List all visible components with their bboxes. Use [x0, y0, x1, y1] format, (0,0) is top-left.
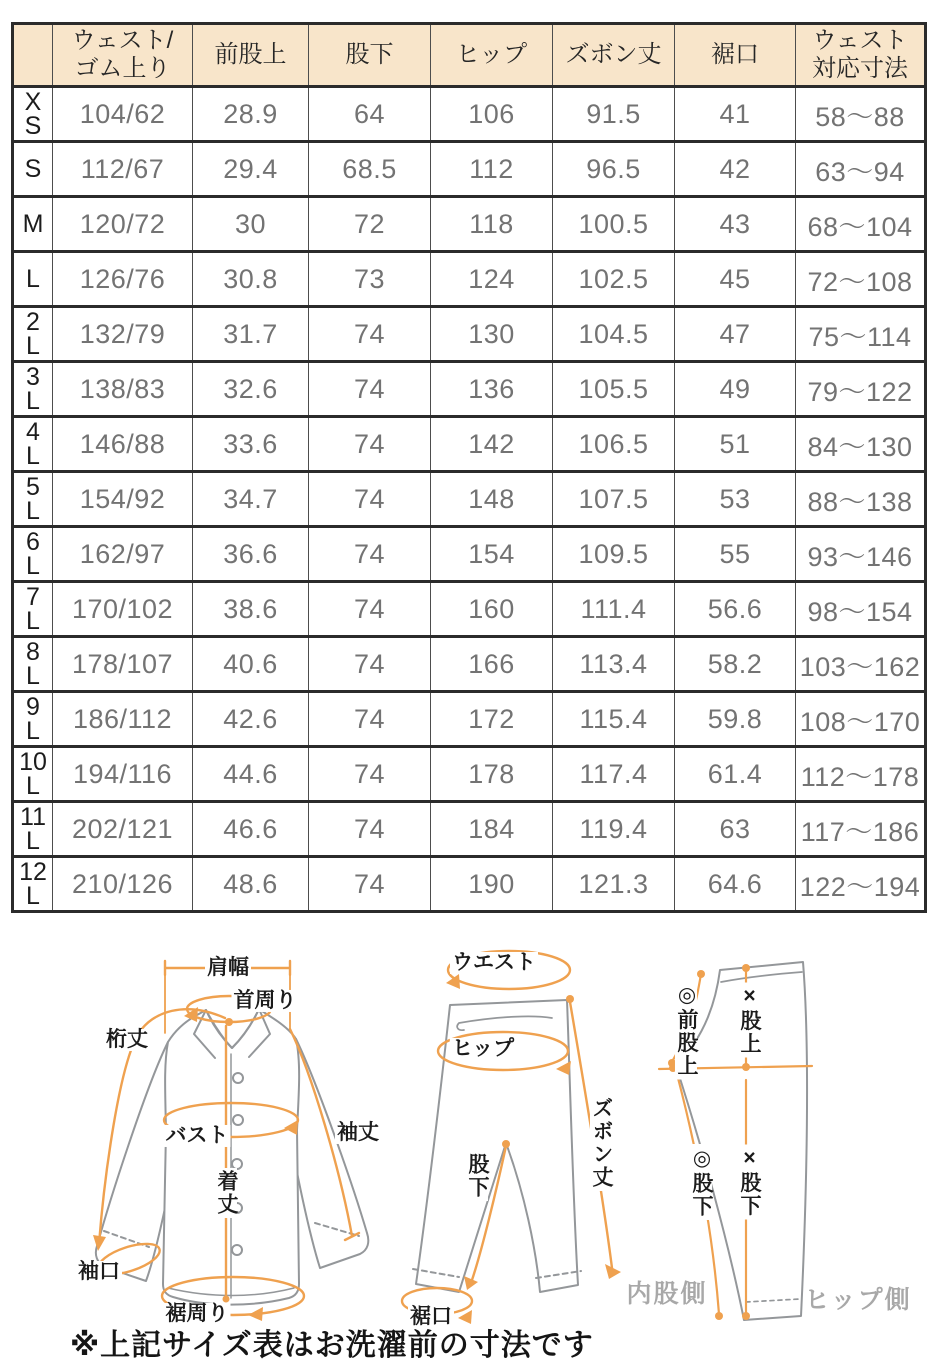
table-row — [13, 802, 926, 857]
measurement-value: 74 — [309, 362, 431, 417]
label-body-length: 着丈 — [215, 1170, 239, 1216]
column-header: ウェスト/ ゴム上り — [53, 24, 193, 87]
size-label: M — [13, 197, 53, 252]
table-row — [13, 747, 926, 802]
measurement-value: 63〜94 — [796, 142, 926, 197]
label-sleeve-length: 袖丈 — [337, 1120, 379, 1144]
measurement-value: 154/92 — [53, 472, 193, 527]
measurement-value: 190 — [431, 857, 553, 912]
label-yuki: 桁丈 — [106, 1027, 148, 1051]
table-row — [13, 307, 926, 362]
measurement-value: 51 — [675, 417, 796, 472]
measurement-value: 47 — [675, 307, 796, 362]
measurement-value: 55 — [675, 527, 796, 582]
measurement-value: 112 — [431, 142, 553, 197]
measurement-value: 43 — [675, 197, 796, 252]
table-row — [13, 692, 926, 747]
label-bust: バスト — [165, 1123, 229, 1147]
label-shoulder-width: 肩幅 — [207, 955, 249, 979]
measurement-value: 33.6 — [193, 417, 309, 472]
measurement-value: 41 — [675, 87, 796, 142]
measurement-value: 126/76 — [53, 252, 193, 307]
measurement-value: 30 — [193, 197, 309, 252]
measurement-value: 59.8 — [675, 692, 796, 747]
table-row — [13, 142, 926, 197]
label-pants-length: ズボン丈 — [590, 1097, 614, 1189]
size-label: 12 L — [13, 857, 53, 912]
measurement-value: 75〜114 — [796, 307, 926, 362]
measurement-value: 102.5 — [553, 252, 675, 307]
measurement-value: 142 — [431, 417, 553, 472]
measurement-value: 112/67 — [53, 142, 193, 197]
table-row — [13, 582, 926, 637]
size-label: 8 L — [13, 637, 53, 692]
table-row — [13, 197, 926, 252]
column-header — [13, 24, 53, 87]
measurement-value: 42.6 — [193, 692, 309, 747]
measurement-value: 74 — [309, 417, 431, 472]
table-row — [13, 857, 926, 912]
measurement-value: 72〜108 — [796, 252, 926, 307]
measurement-value: 103〜162 — [796, 637, 926, 692]
measurement-value: 73 — [309, 252, 431, 307]
measurement-value: 93〜146 — [796, 527, 926, 582]
table-header-row — [13, 24, 926, 87]
measurement-value: 48.6 — [193, 857, 309, 912]
measurement-value: 136 — [431, 362, 553, 417]
measurement-value: 130 — [431, 307, 553, 362]
garment-diagram-art — [0, 930, 940, 1360]
measurement-value: 124 — [431, 252, 553, 307]
measurement-value: 100.5 — [553, 197, 675, 252]
measurement-value: 34.7 — [193, 472, 309, 527]
measurement-value: 112〜178 — [796, 747, 926, 802]
measurement-value: 72 — [309, 197, 431, 252]
measurement-value: 160 — [431, 582, 553, 637]
measurement-value: 58.2 — [675, 637, 796, 692]
measurement-value: 120/72 — [53, 197, 193, 252]
measurement-value: 111.4 — [553, 582, 675, 637]
measurement-value: 64.6 — [675, 857, 796, 912]
measurement-value: 184 — [431, 802, 553, 857]
measurement-value: 45 — [675, 252, 796, 307]
measurement-value: 44.6 — [193, 747, 309, 802]
measurement-value: 96.5 — [553, 142, 675, 197]
label-cuff: 袖口 — [78, 1259, 120, 1283]
measurement-value: 31.7 — [193, 307, 309, 362]
column-header: ヒップ — [431, 24, 553, 87]
measurement-value: 117〜186 — [796, 802, 926, 857]
measurement-value: 28.9 — [193, 87, 309, 142]
table-row — [13, 472, 926, 527]
measurement-value: 166 — [431, 637, 553, 692]
label-rise: ×股上 — [738, 984, 762, 1056]
label-hem-around: 裾周り — [165, 1301, 229, 1325]
table-row — [13, 417, 926, 472]
measurement-value: 194/116 — [53, 747, 193, 802]
measurement-value: 74 — [309, 857, 431, 912]
label-front-rise: ◎前股上 — [675, 982, 699, 1078]
measurement-value: 108〜170 — [796, 692, 926, 747]
measurement-value: 40.6 — [193, 637, 309, 692]
column-header: 裾口 — [675, 24, 796, 87]
label-hem-opening: 裾口 — [410, 1304, 452, 1328]
measurement-value: 117.4 — [553, 747, 675, 802]
label-inseam: 股下 — [466, 1153, 490, 1199]
table-row — [13, 252, 926, 307]
measurement-value: 122〜194 — [796, 857, 926, 912]
measurement-value: 53 — [675, 472, 796, 527]
measurement-value: 74 — [309, 692, 431, 747]
column-header: 股下 — [309, 24, 431, 87]
size-table — [11, 22, 927, 913]
measurement-value: 118 — [431, 197, 553, 252]
measurement-value: 88〜138 — [796, 472, 926, 527]
size-label: L — [13, 252, 53, 307]
table-row — [13, 87, 926, 142]
measurement-value: 32.6 — [193, 362, 309, 417]
measurement-value: 38.6 — [193, 582, 309, 637]
measurement-value: 104/62 — [53, 87, 193, 142]
size-label: 5 L — [13, 472, 53, 527]
measurement-value: 84〜130 — [796, 417, 926, 472]
measurement-value: 172 — [431, 692, 553, 747]
measurement-value: 29.4 — [193, 142, 309, 197]
measurement-value: 74 — [309, 307, 431, 362]
measurement-value: 138/83 — [53, 362, 193, 417]
measurement-value: 91.5 — [553, 87, 675, 142]
measurement-value: 63 — [675, 802, 796, 857]
measurement-value: 104.5 — [553, 307, 675, 362]
pajama-shirt-drawing — [96, 1009, 368, 1305]
label-waist: ウエスト — [452, 950, 536, 974]
measurement-value: 186/112 — [53, 692, 193, 747]
measurement-value: 30.8 — [193, 252, 309, 307]
measurement-value: 36.6 — [193, 527, 309, 582]
measurement-value: 68.5 — [309, 142, 431, 197]
measurement-value: 119.4 — [553, 802, 675, 857]
measurement-value: 74 — [309, 527, 431, 582]
label-inner-side: 内股側 — [626, 1279, 708, 1308]
measurement-value: 74 — [309, 582, 431, 637]
table-row — [13, 527, 926, 582]
size-label: 6 L — [13, 527, 53, 582]
measurement-value: 79〜122 — [796, 362, 926, 417]
table-row — [13, 637, 926, 692]
measurement-value: 58〜88 — [796, 87, 926, 142]
measurement-value: 46.6 — [193, 802, 309, 857]
measurement-value: 74 — [309, 472, 431, 527]
measurement-diagram — [0, 930, 940, 1360]
measurement-value: 106.5 — [553, 417, 675, 472]
measurement-value: 68〜104 — [796, 197, 926, 252]
measurement-value: 154 — [431, 527, 553, 582]
measurement-value: 210/126 — [53, 857, 193, 912]
measurement-value: 162/97 — [53, 527, 193, 582]
measurement-value: 42 — [675, 142, 796, 197]
measurement-value: 61.4 — [675, 747, 796, 802]
measurement-value: 106 — [431, 87, 553, 142]
measurement-value: 56.6 — [675, 582, 796, 637]
measurement-value: 98〜154 — [796, 582, 926, 637]
measurement-value: 109.5 — [553, 527, 675, 582]
size-table-body — [13, 87, 926, 912]
label-hip: ヒップ — [451, 1036, 515, 1060]
column-header: 前股上 — [193, 24, 309, 87]
label-neck: 首周り — [233, 988, 297, 1012]
measurement-value: 74 — [309, 802, 431, 857]
measurement-value: 113.4 — [553, 637, 675, 692]
column-header: ウェスト 対応寸法 — [796, 24, 926, 87]
size-label: X S — [13, 87, 53, 142]
column-header: ズボン丈 — [553, 24, 675, 87]
measurement-value: 74 — [309, 637, 431, 692]
measurement-value: 132/79 — [53, 307, 193, 362]
size-label: 11 L — [13, 802, 53, 857]
size-label: S — [13, 142, 53, 197]
measurement-value: 74 — [309, 747, 431, 802]
measurement-value: 49 — [675, 362, 796, 417]
measurement-value: 148 — [431, 472, 553, 527]
label-hip-side: ヒップ側 — [804, 1285, 912, 1314]
measurement-value: 115.4 — [553, 692, 675, 747]
size-label: 2 L — [13, 307, 53, 362]
measurement-value: 121.3 — [553, 857, 675, 912]
measurement-value: 202/121 — [53, 802, 193, 857]
measurement-value: 64 — [309, 87, 431, 142]
size-label: 7 L — [13, 582, 53, 637]
measurement-value: 170/102 — [53, 582, 193, 637]
table-row — [13, 362, 926, 417]
measurement-value: 146/88 — [53, 417, 193, 472]
size-label: 4 L — [13, 417, 53, 472]
size-label: 3 L — [13, 362, 53, 417]
footnote: ※上記サイズ表はお洗濯前の寸法です — [70, 1329, 594, 1360]
measurement-value: 107.5 — [553, 472, 675, 527]
size-label: 10 L — [13, 747, 53, 802]
measurement-value: 178/107 — [53, 637, 193, 692]
measurement-value: 178 — [431, 747, 553, 802]
label-inseam-front: ◎股下 — [690, 1146, 714, 1218]
measurement-value: 105.5 — [553, 362, 675, 417]
size-label: 9 L — [13, 692, 53, 747]
label-inseam-side: ×股下 — [738, 1146, 762, 1218]
